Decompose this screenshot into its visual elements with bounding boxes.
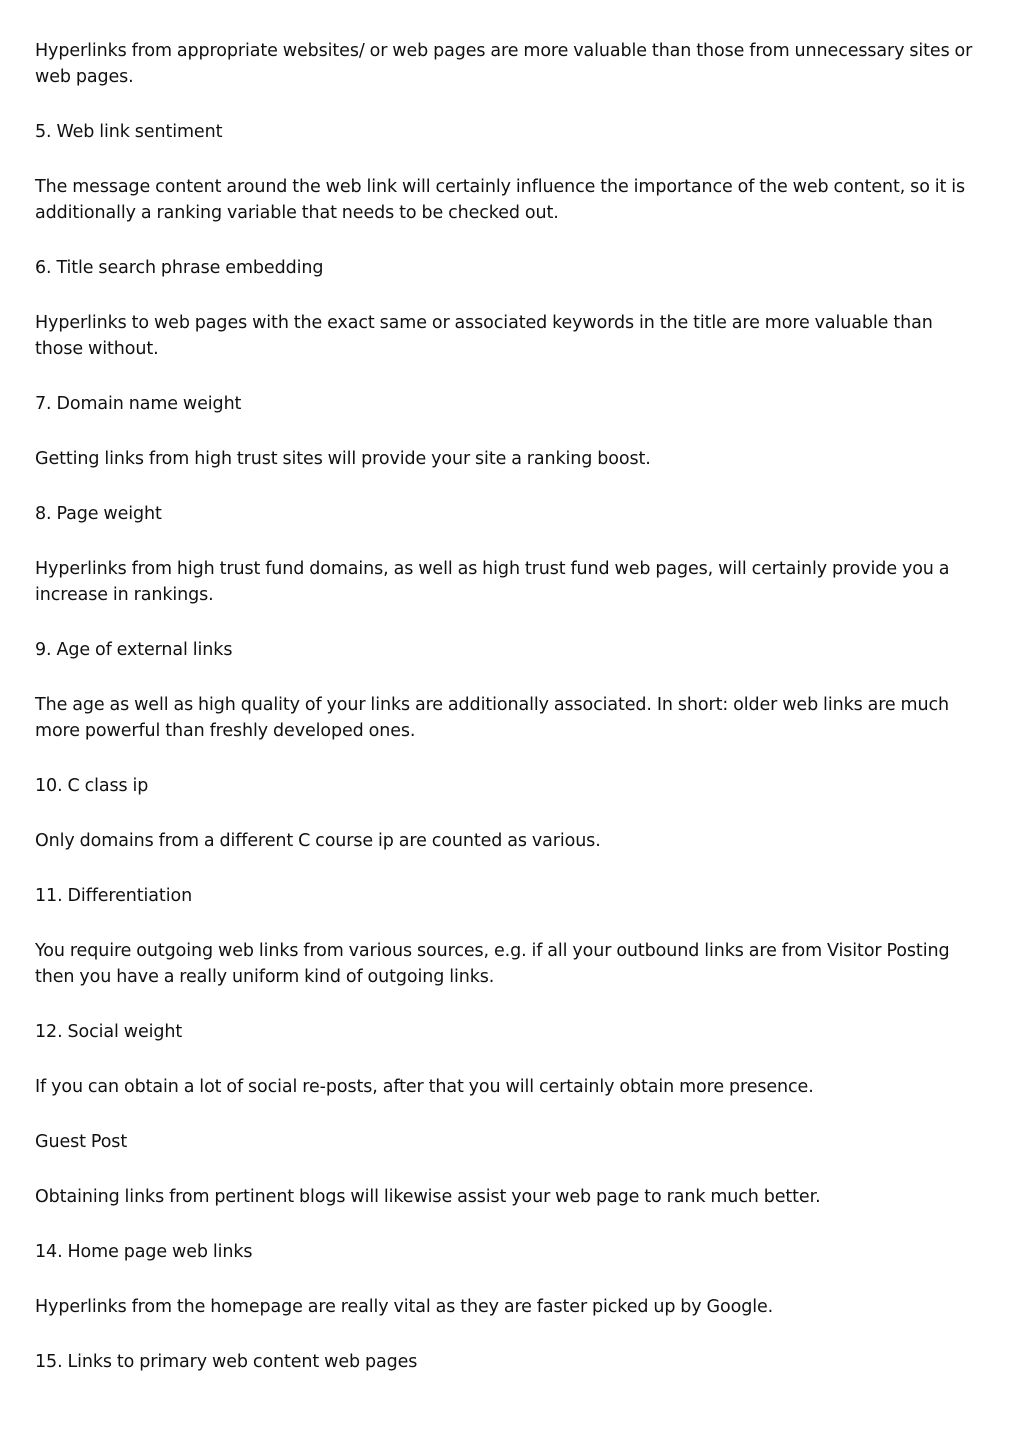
paragraph-age-external-links: The age as well as high quality of your links are additionally associated. In short: older web links are much more powerful than freshly developed ones. (35, 695, 949, 741)
document-body (35, 38, 985, 1404)
heading-guest-post: Guest Post (35, 1132, 128, 1152)
heading-c-class-ip: 10. C class ip (35, 776, 149, 796)
paragraph-differentiation: You require outgoing web links from various sources, e.g. if all your outbound links are from Visitor Posting then you have a really uniform kind of outgoing links. (35, 941, 950, 987)
heading-age-external-links: 9. Age of external links (35, 640, 233, 660)
paragraph-page-weight: Hyperlinks from high trust fund domains, as well as high trust fund web pages, will certainly provide you a increase in rankings. (35, 559, 950, 605)
paragraph-web-link-sentiment: The message content around the web link will certainly influence the importance of the web content, so it is additionally a ranking variable that needs to be checked out. (35, 177, 966, 223)
paragraph-c-class-ip: Only domains from a different C course ip are counted as various. (35, 831, 601, 851)
heading-web-link-sentiment: 5. Web link sentiment (35, 122, 223, 142)
paragraph-domain-name-weight: Getting links from high trust sites will provide your site a ranking boost. (35, 449, 651, 469)
heading-domain-name-weight: 7. Domain name weight (35, 394, 242, 414)
paragraph-title-search-phrase: Hyperlinks to web pages with the exact same or associated keywords in the title are more valuable than those without. (35, 313, 933, 359)
heading-title-search-phrase: 6. Title search phrase embedding (35, 258, 324, 278)
heading-home-page-links: 14. Home page web links (35, 1242, 253, 1262)
paragraph-social-weight: If you can obtain a lot of social re-posts, after that you will certainly obtain more presence. (35, 1077, 814, 1097)
heading-links-primary-content: 15. Links to primary web content web pages (35, 1352, 418, 1372)
heading-social-weight: 12. Social weight (35, 1022, 183, 1042)
paragraph-guest-post: Obtaining links from pertinent blogs will likewise assist your web page to rank much better. (35, 1187, 821, 1207)
paragraph-home-page-links: Hyperlinks from the homepage are really vital as they are faster picked up by Google. (35, 1297, 774, 1317)
heading-differentiation: 11. Differentiation (35, 886, 193, 906)
paragraph-intro: Hyperlinks from appropriate websites/ or web pages are more valuable than those from unnecessary sites or web pages. (35, 41, 973, 87)
heading-page-weight: 8. Page weight (35, 504, 162, 524)
